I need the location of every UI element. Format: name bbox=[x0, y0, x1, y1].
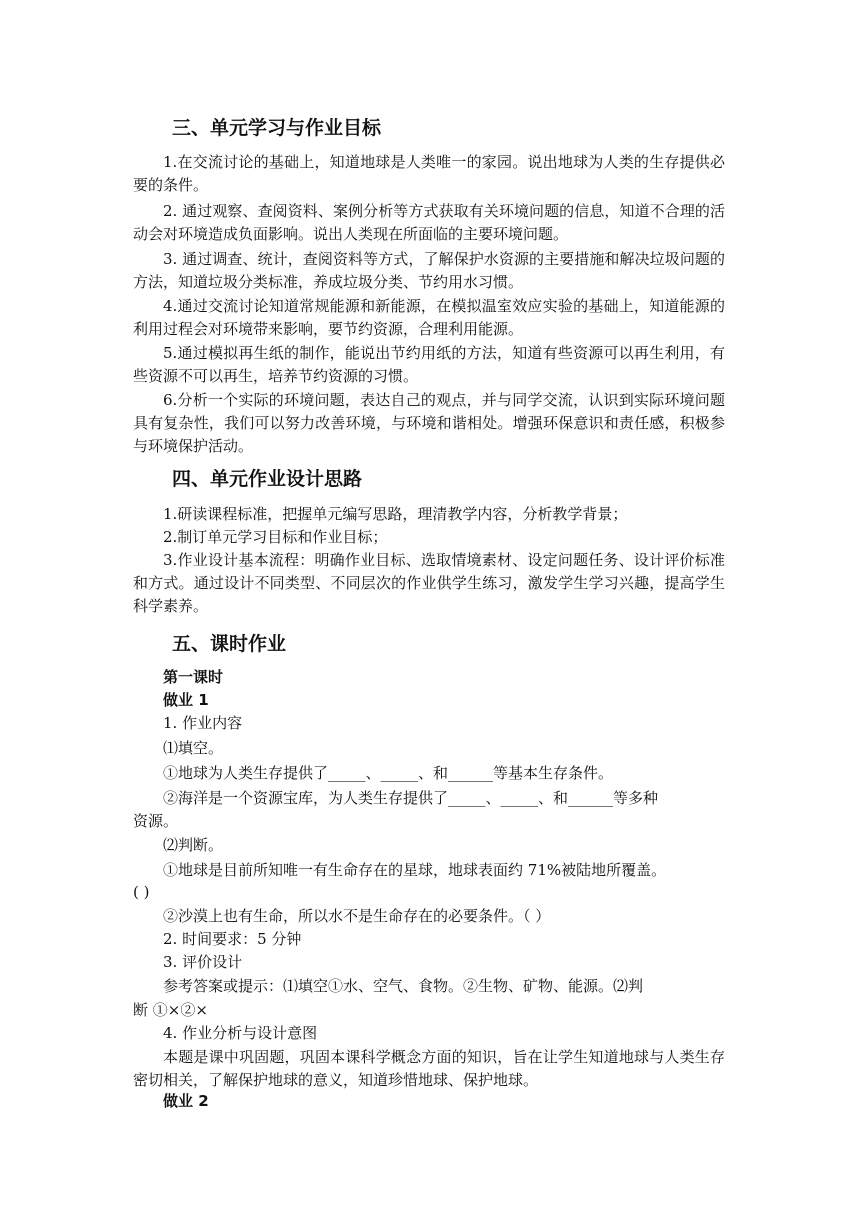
judge-question-1-line-1: ①地球是目前所知唯一有生命存在的星球，地球表面约 71%被陆地所覆盖。 bbox=[163, 861, 667, 879]
design-item-1: 1.研读课程标准，把握单元编写思路，理清教学内容，分析教学背景； bbox=[163, 505, 628, 523]
judge-heading: ⑵判断。 bbox=[163, 836, 224, 854]
homework-1-label: 做业 1 bbox=[163, 691, 209, 709]
evaluation-heading: 3. 评价设计 bbox=[163, 953, 243, 971]
lesson-label: 第一课时 bbox=[163, 668, 224, 686]
goal-item-2: 2. 通过观察、查阅资料、案例分析等方式获取有关环境问题的信息，知道不合理的活动会对环境造成负面影响。说出人类现在所面临的主要环境问题。 bbox=[133, 202, 725, 243]
fill-question-1: ①地球为人类生存提供了_____、_____、和______等基本生存条件。 bbox=[163, 764, 614, 782]
homework-2-label: 做业 2 bbox=[163, 1092, 209, 1110]
fill-question-2-line-2: 资源。 bbox=[133, 812, 179, 830]
time-requirement: 2. 时间要求：5 分钟 bbox=[163, 930, 302, 948]
content-heading: 1. 作业内容 bbox=[163, 714, 243, 732]
design-item-2: 2.制订单元学习目标和作业目标； bbox=[163, 528, 388, 546]
fill-question-2-line-1: ②海洋是一个资源宝库，为人类生存提供了_____、_____、和______等多种 bbox=[163, 789, 659, 807]
design-item-3: 3.作业设计基本流程：明确作业目标、选取情境素材、设定问题任务、设计评价标准和方式。通过设计不同类型、不同层次的作业供学生练习，激发学生学习兴趣，提高学生科学素养。 bbox=[133, 551, 725, 615]
fill-heading: ⑴填空。 bbox=[163, 739, 224, 757]
answer-line-2: 断 ①×②× bbox=[133, 1001, 208, 1019]
answer-line-1: 参考答案或提示：⑴填空①水、空气、食物。②生物、矿物、能源。⑵判 bbox=[163, 977, 644, 995]
section-4-title: 四、单元作业设计思路 bbox=[172, 468, 363, 490]
goal-item-4: 4.通过交流讨论知道常规能源和新能源，在模拟温室效应实验的基础上，知道能源的利用过程会对环境带来影响，要节约资源，合理利用能源。 bbox=[133, 297, 725, 338]
goal-item-3: 3. 通过调查、统计，查阅资料等方式，了解保护水资源的主要措施和解决垃圾问题的方法，知道垃圾分类标准，养成垃圾分类、节约用水习惯。 bbox=[133, 250, 725, 291]
goal-item-6: 6.分析一个实际的环境问题，表达自己的观点，并与同学交流，认识到实际环境问题具有复杂性，我们可以努力改善环境，与环境和谐相处。增强环保意识和责任感，积极参与环境保护活动。 bbox=[133, 391, 725, 455]
goal-item-1: 1.在交流讨论的基础上，知道地球是人类唯一的家园。说出地球为人类的生存提供必要的条件。 bbox=[133, 153, 725, 194]
judge-question-1-line-2: ( ) bbox=[133, 883, 150, 901]
section-3-title: 三、单元学习与作业目标 bbox=[172, 117, 382, 139]
analysis-text: 本题是课中巩固题，巩固本课科学概念方面的知识，旨在让学生知道地球与人类生存密切相关，了解保护地球的意义，知道珍惜地球、保护地球。 bbox=[133, 1048, 725, 1089]
goal-item-5: 5.通过模拟再生纸的制作，能说出节约用纸的方法，知道有些资源可以再生利用，有些资源不可以再生，培养节约资源的习惯。 bbox=[133, 344, 725, 385]
judge-question-2: ②沙漠上也有生命，所以水不是生命存在的必要条件。（ ） bbox=[163, 907, 551, 925]
analysis-heading: 4. 作业分析与设计意图 bbox=[163, 1024, 318, 1042]
section-5-title: 五、课时作业 bbox=[172, 633, 287, 655]
